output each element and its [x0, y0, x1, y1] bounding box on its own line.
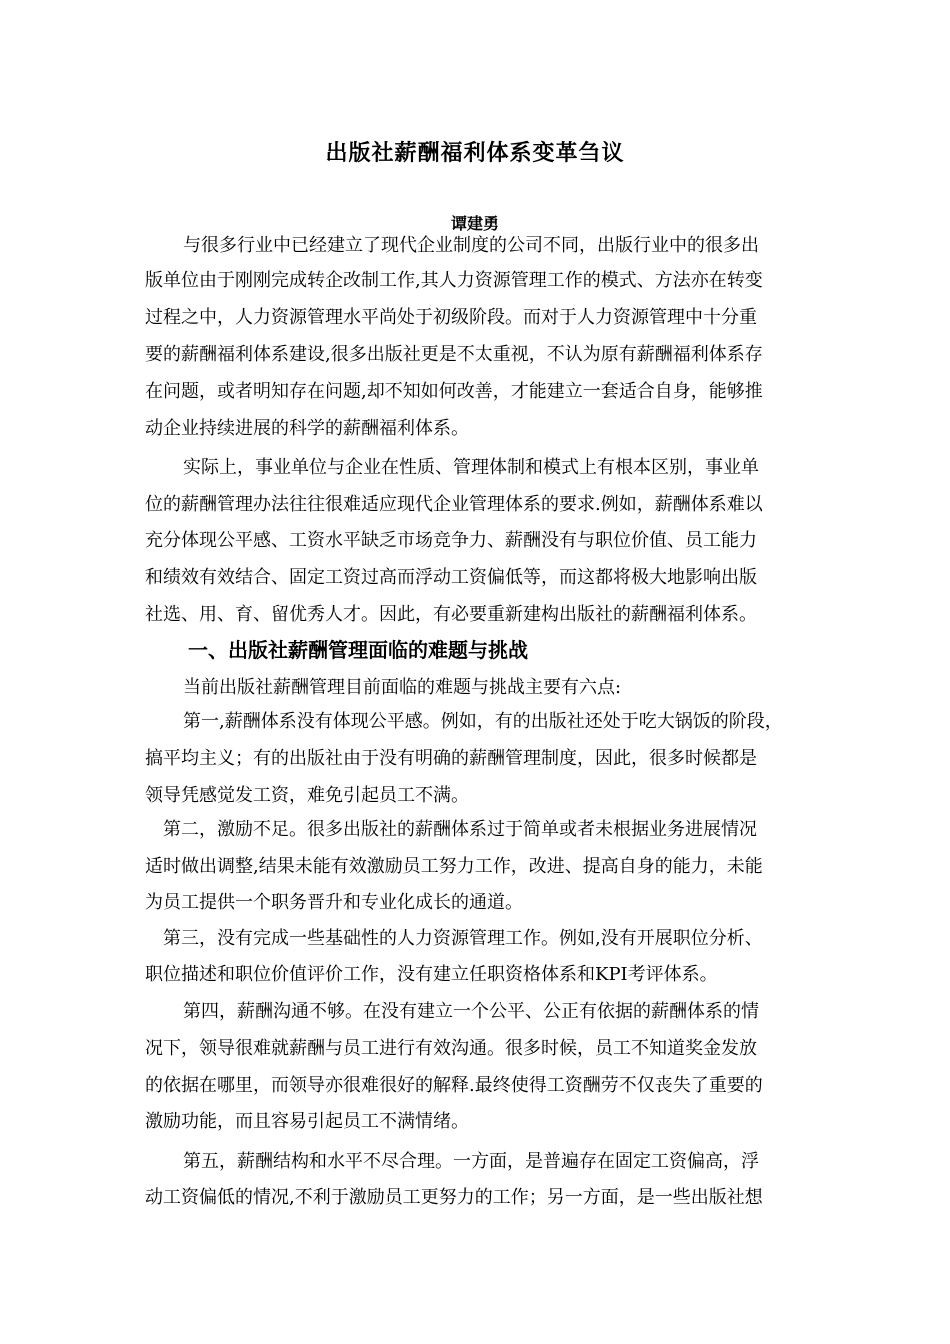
section-heading: 一、出版社薪酬管理面临的难题与挑战	[188, 638, 528, 662]
paragraph-line: 的依据在哪里，而领导亦很难很好的解释.最终使得工资酬劳不仅丧失了重要的	[145, 1075, 763, 1096]
paragraph-line: 动企业持续进展的科学的薪酬福利体系。	[145, 418, 469, 439]
paragraph-line: 当前出版社薪酬管理目前面临的难题与挑战主要有六点:	[183, 677, 622, 698]
paragraph-line: 第一,薪酬体系没有体现公平感。例如，有的出版社还处于吃大锅饭的阶段，	[183, 711, 783, 732]
paragraph-line: 第五，薪酬结构和水平不尽合理。一方面，是普遍存在固定工资偏高，浮	[183, 1151, 759, 1172]
paragraph-line: 版单位由于刚刚完成转企改制工作,其人力资源管理工作的模式、方法亦在转变	[145, 270, 763, 291]
paragraph-line: 社选、用、育、留优秀人才。因此，有必要重新建构出版社的薪酬福利体系。	[145, 604, 757, 625]
paragraph-line: 充分体现公平感、工资水平缺乏市场竞争力、薪酬没有与职位价值、员工能力	[145, 530, 757, 551]
paragraph-line: 实际上，事业单位与企业在性质、管理体制和模式上有根本区别，事业单	[183, 457, 759, 478]
document-title: 出版社薪酬福利体系变革刍议	[325, 141, 625, 166]
paragraph-line: 位的薪酬管理办法往往很难适应现代企业管理体系的要求.例如，薪酬体系难以	[145, 494, 763, 515]
paragraph-line: 和绩效有效结合、固定工资过高而浮动工资偏低等，而这都将极大地影响出版	[145, 567, 757, 588]
author-name: 谭建勇	[450, 214, 499, 233]
paragraph-line: 在问题，或者明知存在问题,却不知如何改善，才能建立一套适合自身，能够推	[145, 381, 763, 402]
paragraph-line: 搞平均主义；有的出版社由于没有明确的薪酬管理制度，因此，很多时候都是	[145, 748, 757, 769]
paragraph-line: 第二，激励不足。很多出版社的薪酬体系过于简单或者未根据业务进展情况	[163, 819, 757, 840]
paragraph-line: 况下，领导很难就薪酬与员工进行有效沟通。很多时候，员工不知道奖金发放	[145, 1038, 757, 1059]
paragraph-line: 过程之中，人力资源管理水平尚处于初级阶段。而对于人力资源管理中十分重	[145, 307, 757, 328]
paragraph-line: 第三，没有完成一些基础性的人力资源管理工作。例如,没有开展职位分析、	[163, 928, 763, 949]
paragraph-line: 激励功能，而且容易引起员工不满情绪。	[145, 1111, 469, 1132]
paragraph-line: 与很多行业中已经建立了现代企业制度的公司不同，出版行业中的很多出	[183, 235, 759, 256]
paragraph-line: 为员工提供一个职务晋升和专业化成长的通道。	[145, 892, 523, 913]
paragraph-line: 领导凭感觉发工资，难免引起员工不满。	[145, 785, 469, 806]
paragraph-line: 动工资偏低的情况,不利于激励员工更努力的工作；另一方面，是一些出版社想	[145, 1187, 763, 1208]
paragraph-line: 适时做出调整,结果未能有效激励员工努力工作，改进、提高自身的能力，未能	[145, 856, 763, 877]
paragraph-line: 职位描述和职位价值评价工作，没有建立任职资格体系和KPI考评体系。	[145, 964, 718, 985]
paragraph-line: 第四，薪酬沟通不够。在没有建立一个公平、公正有依据的薪酬体系的情	[183, 1001, 759, 1022]
paragraph-line: 要的薪酬福利体系建设,很多出版社更是不太重视，不认为原有薪酬福利体系存	[145, 344, 763, 365]
